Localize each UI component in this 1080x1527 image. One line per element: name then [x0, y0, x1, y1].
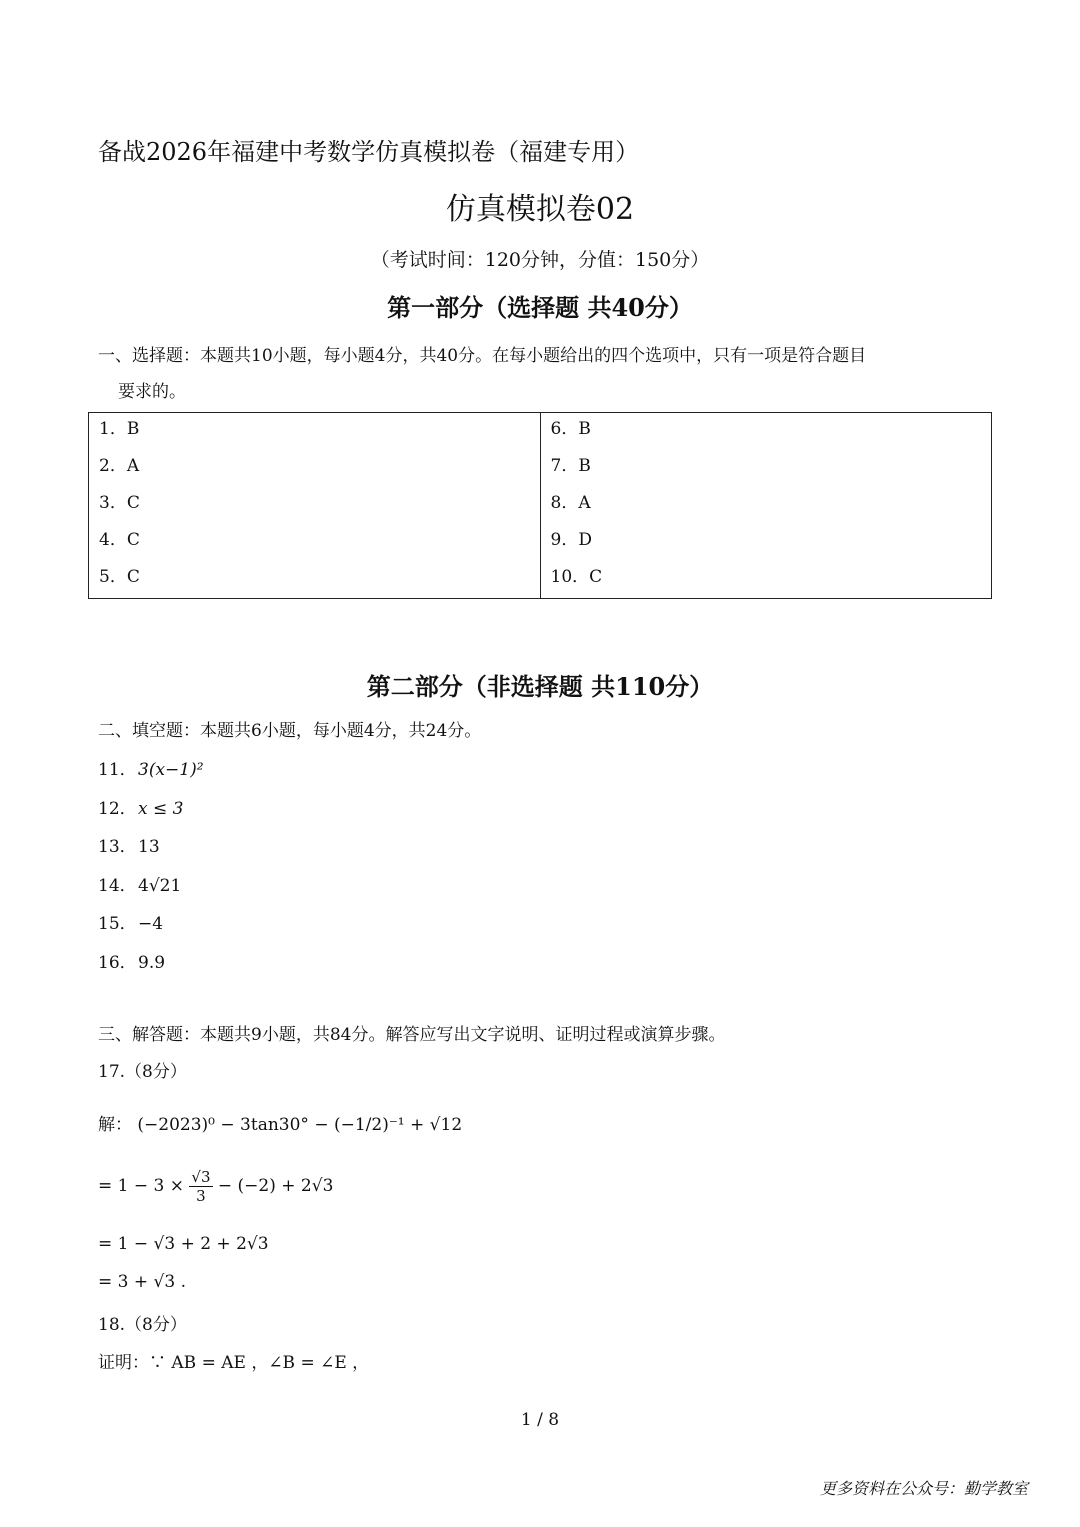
mc-instruction: 一、选择题：本题共10小题，每小题4分，共40分。在每小题给出的四个选项中，只有一项是符合题目 — [98, 346, 867, 366]
part1-title: 第一部分（选择题 共40分） — [387, 293, 693, 322]
fill-answer-row — [98, 872, 204, 911]
footer-note: 更多资料在公众号：勤学教室 — [819, 1479, 1028, 1498]
q17-expression — [98, 1110, 462, 1135]
mc-answer: 8．A — [550, 493, 591, 513]
mc-instruction-cont: 要求的。 — [118, 382, 186, 402]
math-expression: (−2023)⁰ − 3tan30° − (−1/2)⁻¹ + √12 — [137, 1115, 463, 1135]
solve-instruction: 三、解答题：本题共9小题，共84分。解答应写出文字说明、证明过程或演算步骤。 — [98, 1025, 726, 1045]
fill-answer: 3(x−1)² — [138, 760, 204, 780]
fraction — [189, 1168, 212, 1205]
mc-answer: 4．C — [99, 530, 140, 550]
q18-proof-line: 证明：∵ AB = AE ，∠B = ∠E ， — [98, 1353, 370, 1373]
page-number: 1 / 8 — [520, 1410, 560, 1430]
mc-answer: 6．B — [550, 419, 591, 439]
solution-label: 解： — [98, 1115, 132, 1135]
question-number: 16． — [98, 952, 137, 973]
fill-answer-list — [98, 756, 204, 987]
mc-answer-table — [88, 412, 992, 599]
answer-column-right — [540, 413, 992, 598]
fill-answer-row — [98, 910, 204, 949]
fraction-numerator: √3 — [191, 1168, 211, 1186]
q17-step1 — [98, 1168, 333, 1205]
series-title: 备战2026年福建中考数学仿真模拟卷（福建专用） — [98, 138, 640, 166]
part2-title: 第二部分（非选择题 共110分） — [366, 672, 714, 701]
question-number: 14． — [98, 875, 137, 896]
q17-step3: = 3 + √3 . — [98, 1272, 186, 1292]
question-number: 15． — [98, 914, 137, 934]
fill-answer: 4√21 — [138, 875, 182, 896]
answer-column-left — [89, 413, 540, 598]
fraction-denominator: 3 — [196, 1187, 206, 1205]
fill-answer: 13 — [138, 837, 160, 857]
fill-answer: −4 — [138, 914, 164, 934]
q17-heading: 17.（8分） — [98, 1062, 187, 1082]
question-number: 12． — [98, 798, 137, 819]
mc-answer: 10．C — [550, 567, 603, 587]
fill-answer-row — [98, 949, 204, 988]
math-text: − (−2) + 2√3 — [217, 1176, 334, 1196]
fill-answer: 9.9 — [138, 952, 166, 973]
fill-answer-row — [98, 833, 204, 872]
mc-answer: 2．A — [99, 456, 140, 476]
mc-answer: 9．D — [550, 530, 592, 550]
paper-title: 仿真模拟卷02 — [445, 192, 635, 227]
fill-instruction: 二、填空题：本题共6小题，每小题4分，共24分。 — [98, 721, 482, 741]
exam-info: （考试时间：120分钟，分值：150分） — [370, 249, 710, 271]
q18-heading: 18.（8分） — [98, 1315, 187, 1335]
fill-answer-row — [98, 795, 204, 834]
math-text: = 1 − 3 × — [98, 1176, 184, 1196]
fill-answer: x ≤ 3 — [138, 798, 184, 819]
mc-answer: 3．C — [99, 493, 140, 513]
fill-answer-row — [98, 756, 204, 795]
mc-answer: 7．B — [550, 456, 591, 476]
mc-answer: 5．C — [99, 567, 140, 587]
mc-answer: 1．B — [99, 419, 140, 439]
question-number: 13． — [98, 837, 137, 857]
q17-step2: = 1 − √3 + 2 + 2√3 — [98, 1234, 269, 1254]
question-number: 11． — [98, 760, 137, 780]
